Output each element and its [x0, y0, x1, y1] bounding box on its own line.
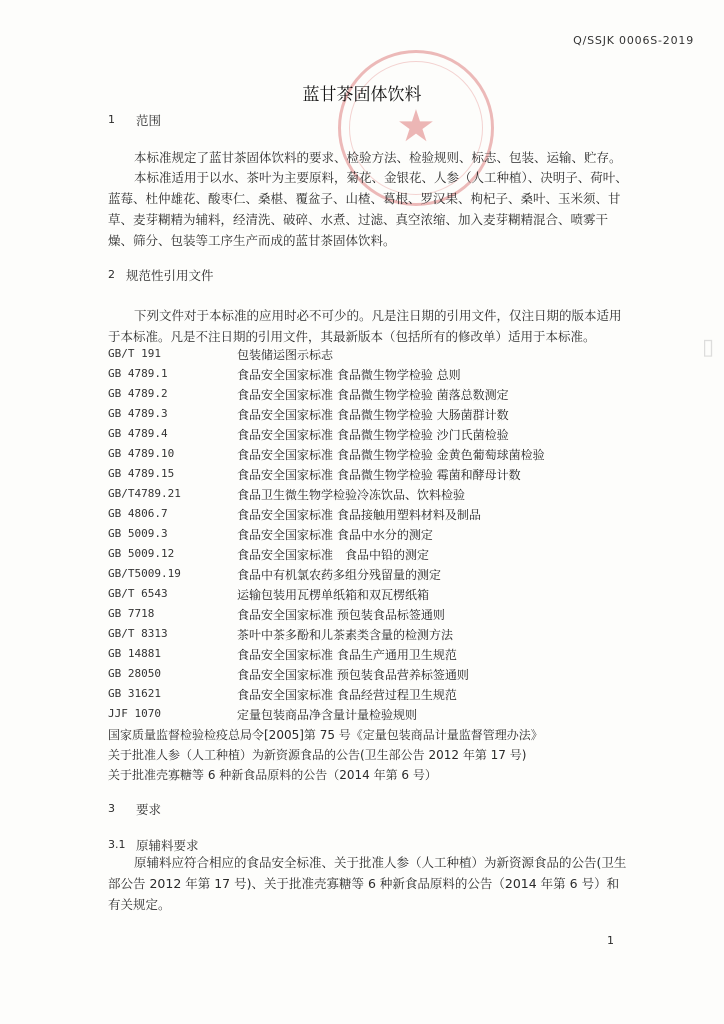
ref-title: 定量包装商品净含量计量检验规则: [237, 708, 418, 722]
section-2-number: 2: [108, 268, 115, 281]
ref-title: 食品卫生微生物学检验冷冻饮品、饮料检验: [237, 488, 466, 502]
section-1-para-1: 本标准规定了蓝甘茶固体饮料的要求、检验方法、检验规则、标志、包装、运输、贮存。: [134, 150, 622, 165]
ref-title: 食品安全国家标准 食品生产通用卫生规范: [237, 648, 457, 662]
ref-code: GB 4789.1: [108, 367, 168, 380]
ref-code: GB 4789.15: [108, 467, 175, 480]
reference-extra-line: 关于批准壳寡糖等 6 种新食品原料的公告（2014 年第 6 号）: [108, 768, 437, 782]
subsection-3-1-para: 原辅料应符合相应的食品安全标准、关于批准人参（人工种植）为新资源食品的公告(卫生部公告 2012 年第 17 号)、关于批准壳寡糖等 6 种新食品原料的公告（2014 年第 6 号）和有关规定。: [108, 855, 627, 912]
ref-code: GB 4789.3: [108, 407, 168, 420]
ref-title: 食品安全国家标准 食品经营过程卫生规范: [237, 688, 457, 702]
section-1-para-2: 本标准适用于以水、茶叶为主要原料，菊花、金银花、人参（人工种植）、决明子、荷叶、蓝莓、杜仲雄花、酸枣仁、桑椹、覆盆子、山楂、葛根、罗汉果、枸杞子、桑叶、玉米须、甘草、麦芽糊精为辅料，经清洗、破碎、水煮、过滤、真空浓缩、加入麦芽糊精混合、喷雾干燥、筛分、包装等工序生产而成的蓝甘茶固体饮料。: [108, 170, 628, 248]
ref-title: 食品安全国家标准 食品微生物学检验 菌落总数测定: [237, 388, 509, 402]
subsection-3-1-heading: 原辅料要求: [136, 838, 199, 853]
section-1-number: 1: [108, 113, 115, 126]
ref-code: GB/T 8313: [108, 627, 168, 640]
ref-title: 包装储运图示标志: [237, 348, 334, 362]
reference-extra-line: 关于批准人参（人工种植）为新资源食品的公告(卫生部公告 2012 年第 17 号): [108, 748, 527, 762]
ref-code: GB 5009.3: [108, 527, 168, 540]
ref-title: 茶叶中茶多酚和儿茶素类含量的检测方法: [237, 628, 454, 642]
ref-code: GB/T4789.21: [108, 487, 181, 500]
ref-code: GB 5009.12: [108, 547, 175, 560]
ref-title: 食品安全国家标准 食品微生物学检验 总则: [237, 368, 461, 382]
page-number: 1: [607, 934, 614, 947]
ref-title: 食品中有机氯农药多组分残留量的测定: [237, 568, 442, 582]
ref-code: GB 28050: [108, 667, 161, 680]
document-code: Q/SSJK 0006S-2019: [573, 34, 694, 47]
ref-title: 食品安全国家标准 食品微生物学检验 霉菌和酵母计数: [237, 468, 521, 482]
ref-code: GB 4789.4: [108, 427, 168, 440]
document-title: 蓝甘茶固体饮料: [302, 85, 422, 105]
ref-code: GB/T 191: [108, 347, 161, 360]
ref-title: 食品安全国家标准 食品微生物学检验 沙门氏菌检验: [237, 428, 509, 442]
section-2-intro: 下列文件对于本标准的应用时必不可少的。凡是注日期的引用文件，仅注日期的版本适用于本标准。凡是不注日期的引用文件，其最新版本（包括所有的修改单）适用于本标准。: [108, 308, 622, 344]
stamp-star-icon: ★: [396, 101, 436, 152]
edge-scan-mark: ▯: [702, 335, 715, 360]
section-3-number: 3: [108, 802, 115, 815]
section-3-heading: 要求: [136, 802, 162, 817]
ref-title: 运输包装用瓦楞单纸箱和双瓦楞纸箱: [237, 588, 430, 602]
ref-title: 食品安全国家标准 食品中水分的测定: [237, 528, 433, 542]
reference-extra-line: 国家质量监督检验检疫总局令[2005]第 75 号《定量包装商品计量监督管理办法》: [108, 728, 543, 742]
ref-code: GB/T5009.19: [108, 567, 181, 580]
ref-code: GB/T 6543: [108, 587, 168, 600]
ref-title: 食品安全国家标准 食品接触用塑料材料及制品: [237, 508, 481, 522]
ref-title: 食品安全国家标准 食品微生物学检验 金黄色葡萄球菌检验: [237, 448, 545, 462]
ref-title: 食品安全国家标准 预包装食品标签通则: [237, 608, 445, 622]
ref-code: GB 7718: [108, 607, 155, 620]
ref-title: 食品安全国家标准 食品中铅的测定: [237, 548, 430, 562]
ref-code: GB 4806.7: [108, 507, 168, 520]
subsection-3-1-number: 3.1: [108, 838, 126, 851]
ref-code: GB 31621: [108, 687, 161, 700]
section-2-heading: 规范性引用文件: [126, 268, 214, 283]
ref-title: 食品安全国家标准 食品微生物学检验 大肠菌群计数: [237, 408, 509, 422]
ref-title: 食品安全国家标准 预包装食品营养标签通则: [237, 668, 469, 682]
section-1-heading: 范围: [136, 113, 162, 128]
ref-code: GB 4789.10: [108, 447, 175, 460]
ref-code: GB 14881: [108, 647, 161, 660]
ref-code: JJF 1070: [108, 707, 161, 720]
ref-code: GB 4789.2: [108, 387, 168, 400]
